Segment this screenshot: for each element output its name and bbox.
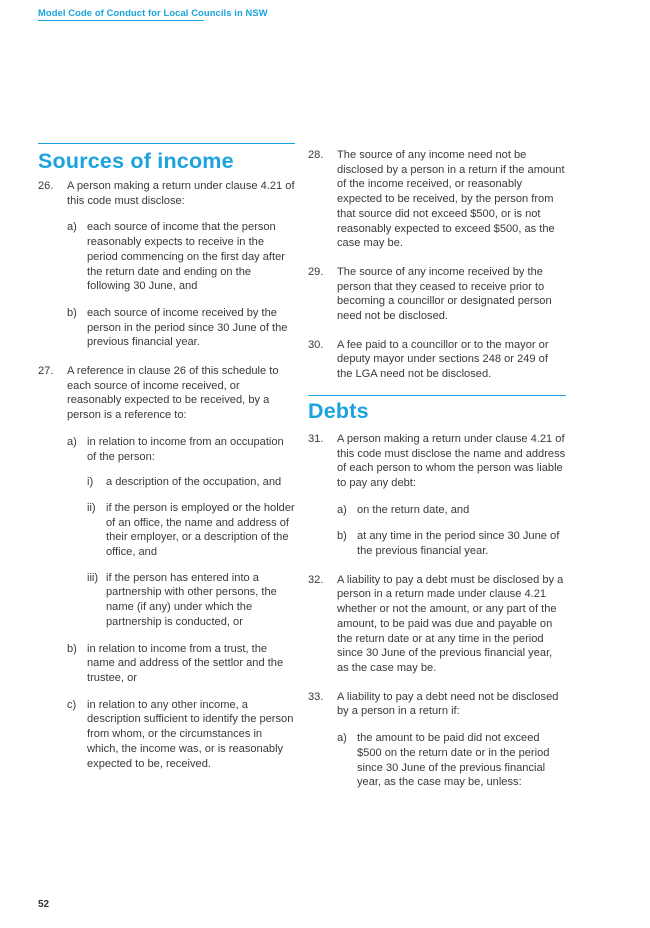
- clause-31: [308, 432, 566, 559]
- clause-number: 33.: [308, 690, 324, 703]
- subclause-label: iii): [87, 571, 99, 584]
- clause-text: A liability to pay a debt must be disclosed by a person in a return made under clause 4.21 whether or not the amount, or any part of the amount, to be paid was due and payable on the return date or at any time in the period since 30 June of the previous financial year, as the case may be.: [337, 573, 564, 674]
- clause-text: A liability to pay a debt need not be disclosed by a person in a return if:: [337, 690, 559, 718]
- clause-28: [308, 148, 566, 251]
- section-rule: [38, 143, 295, 144]
- subclause-label: i): [87, 476, 94, 489]
- clause-number: 29.: [308, 265, 324, 278]
- running-header: Model Code of Conduct for Local Councils in NSW: [38, 7, 268, 18]
- clause-number: 26.: [38, 180, 54, 192]
- subclause-text: if the person is employed or the holder of an office, the name and address of their employer, or a description of the office, and: [106, 501, 295, 559]
- clause-text: The source of any income received by the person that they ceased to receive prior to becoming a councillor or designated person need not be disclosed.: [337, 265, 552, 323]
- subclause-label: a): [67, 435, 77, 448]
- clause-number: 27.: [38, 365, 54, 378]
- subclause-text: a description of the occupation, and: [106, 476, 282, 489]
- subclause-i: [87, 475, 295, 490]
- subclause-text: each source of income received by the person in the period since 30 June of the previous financial year.: [87, 306, 288, 349]
- clause-29: [308, 265, 566, 324]
- subclause-text: in relation to any other income, a description sufficient to identify the person from whom, or the circumstances in which, the income was, or is reasonably expected to be, received.: [87, 698, 294, 770]
- section-rule: [308, 395, 566, 396]
- header-rule: [38, 20, 204, 21]
- clause-number: 31.: [308, 432, 324, 445]
- subclause-label: a): [337, 732, 347, 745]
- clause-text: The source of any income need not be disclosed by a person in a return if the amount of the income received, or reasonably expected to be received, by the person from that source did not exceed $500, or is not reasonably expected to exceed $500, as the case may be.: [337, 149, 565, 250]
- subclause-ii: [87, 501, 295, 560]
- subclause-a: [67, 435, 295, 630]
- subclause-a: [337, 731, 566, 790]
- subclause-c: [67, 698, 295, 772]
- subclause-label: c): [67, 698, 77, 711]
- page-number: 52: [38, 899, 50, 910]
- section-heading-debts: Debts: [308, 398, 369, 423]
- subclause-label: b): [67, 306, 77, 319]
- subclause-text: each source of income that the person reasonably expects to receive in the period commencing on the first day after the return date and ending on the following 30 June, and: [87, 221, 285, 293]
- subclause-text: on the return date, and: [357, 503, 470, 516]
- clause-26: [38, 179, 295, 350]
- clause-text: A person making a return under clause 4.21 of this code must disclose the name and address of each person to whom the person was liable to pay any debt:: [337, 432, 566, 489]
- subclause-b: [67, 642, 295, 686]
- subclause-text: the amount to be paid did not exceed $500 on the return date or in the period since 30 June of the previous financial year, as the case may be, unless:: [357, 732, 550, 789]
- subclause-text: in relation to income from a trust, the name and address of the settlor and the trustee, or: [87, 642, 284, 684]
- clause-text: A fee paid to a councillor or to the mayor or deputy mayor under sections 248 or 249 of the LGA need not be disclosed.: [337, 338, 549, 381]
- subclause-text: if the person has entered into a partnership with other persons, the name (if any) under which the partnership is conducted, or: [106, 571, 277, 628]
- subclause-a: [67, 220, 295, 294]
- subclause-label: b): [67, 642, 77, 655]
- clause-number: 30.: [308, 338, 324, 351]
- subclause-label: b): [337, 530, 347, 543]
- subclause-text: at any time in the period since 30 June of the previous financial year.: [357, 530, 560, 558]
- clause-text: A reference in clause 26 of this schedule to each source of income received, or reasonably expected to be received, by a person is a reference to:: [67, 365, 279, 422]
- left-column: [38, 143, 295, 771]
- clause-30: [308, 338, 566, 382]
- section-heading-sources-of-income: Sources of income: [38, 149, 234, 173]
- subclause-b: [337, 529, 566, 558]
- subclause-iii: [87, 571, 295, 630]
- clause-32: [308, 573, 566, 676]
- subclause-a: [337, 503, 566, 518]
- clause-27: [38, 364, 295, 771]
- clause-33: [308, 690, 566, 790]
- clause-number: 32.: [308, 573, 324, 586]
- right-column: [308, 143, 566, 790]
- subclause-text: in relation to income from an occupation of the person:: [87, 435, 284, 463]
- subclause-label: ii): [87, 501, 96, 514]
- subclause-b: [67, 306, 295, 350]
- clause-text: A person making a return under clause 4.21 of this code must disclose:: [67, 180, 295, 207]
- subclause-label: a): [337, 503, 347, 516]
- subclause-label: a): [67, 221, 77, 234]
- clause-number: 28.: [308, 149, 324, 161]
